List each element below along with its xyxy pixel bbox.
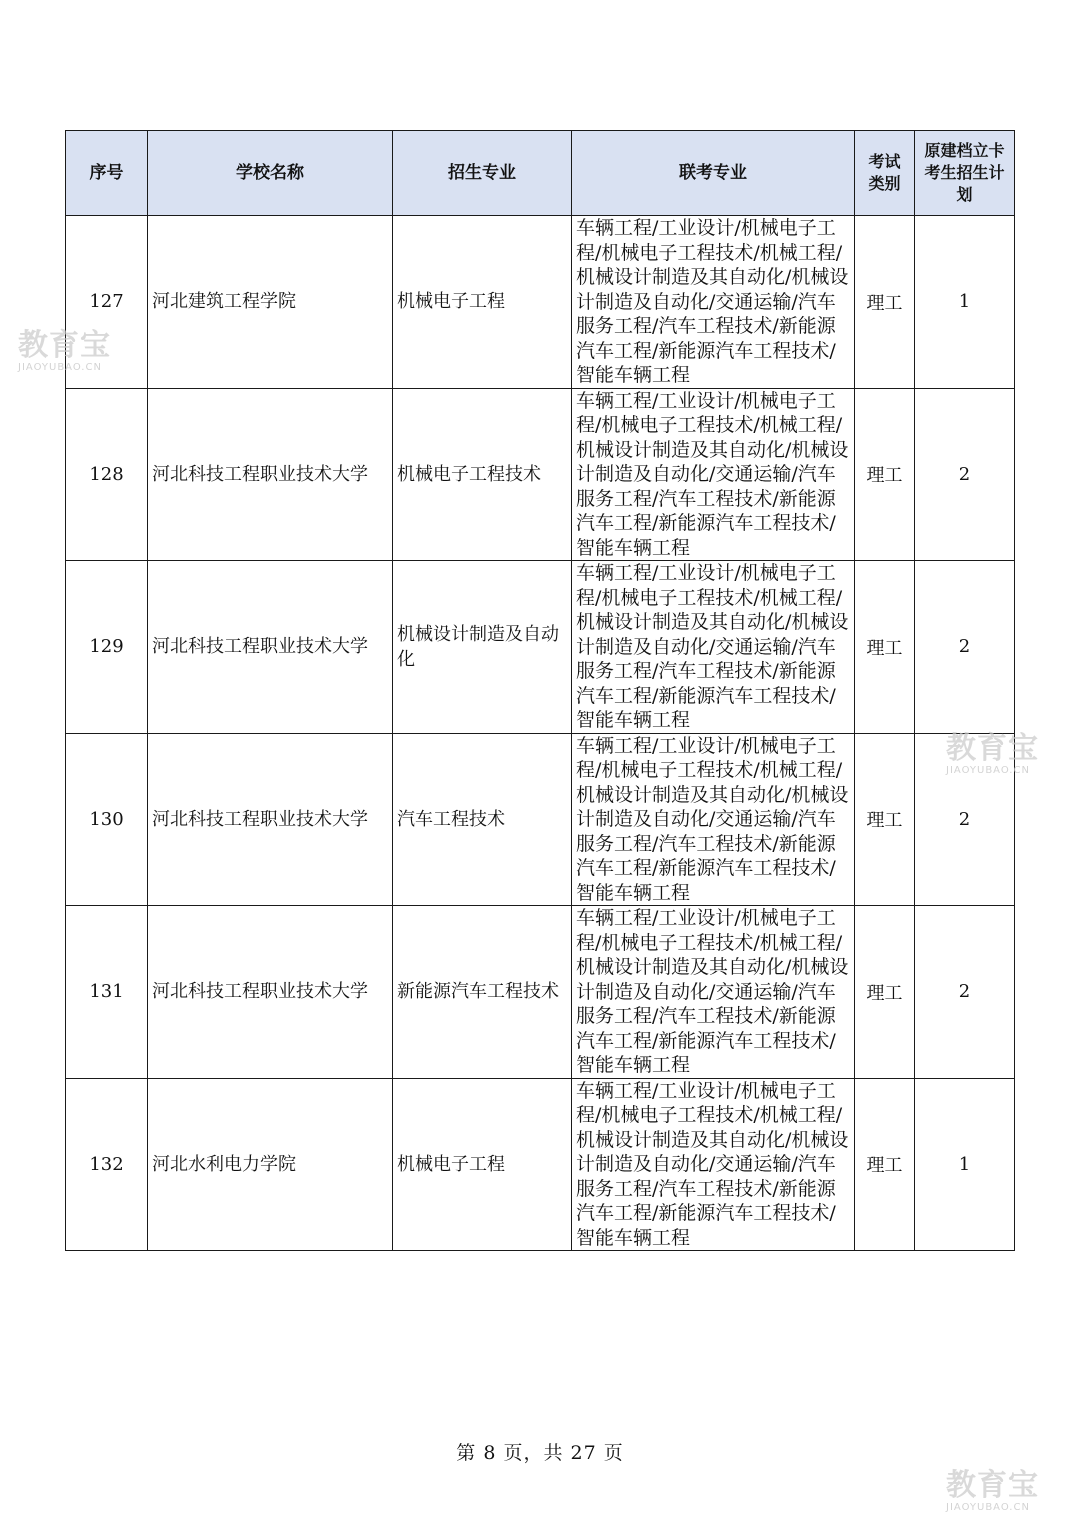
watermark-cn: 教育宝	[18, 328, 111, 363]
cell-major: 机械设计制造及自动化	[393, 561, 572, 734]
cell-major: 机械电子工程技术	[393, 388, 572, 561]
table-row	[66, 1078, 1015, 1251]
cell-no: 128	[66, 388, 148, 561]
cell-joint: 车辆工程/工业设计/机械电子工程/机械电子工程技术/机械工程/机械设计制造及其自动化/机械设计制造及自动化/交通运输/汽车服务工程/汽车工程技术/新能源汽车工程/新能源汽车工程技术/智能车辆工程	[572, 388, 855, 561]
watermark-en: JIAOYUBAO.CN	[946, 765, 1030, 776]
cell-major: 新能源汽车工程技术	[393, 906, 572, 1079]
cell-school: 河北科技工程职业技术大学	[148, 388, 393, 561]
cell-plan: 2	[915, 733, 1015, 906]
cell-plan: 2	[915, 561, 1015, 734]
cell-plan: 2	[915, 906, 1015, 1079]
watermark-en: JIAOYUBAO.CN	[946, 1502, 1030, 1513]
cell-type: 理工	[855, 561, 915, 734]
header-plan	[915, 131, 1015, 216]
table-header-row	[66, 131, 1015, 216]
cell-plan: 2	[915, 388, 1015, 561]
cell-type: 理工	[855, 733, 915, 906]
cell-joint: 车辆工程/工业设计/机械电子工程/机械电子工程技术/机械工程/机械设计制造及其自动化/机械设计制造及自动化/交通运输/汽车服务工程/汽车工程技术/新能源汽车工程/新能源汽车工程技术/智能车辆工程	[572, 216, 855, 389]
watermark-cn: 教育宝	[946, 731, 1039, 766]
table-row	[66, 733, 1015, 906]
cell-type: 理工	[855, 388, 915, 561]
cell-joint: 车辆工程/工业设计/机械电子工程/机械电子工程技术/机械工程/机械设计制造及其自动化/机械设计制造及自动化/交通运输/汽车服务工程/汽车工程技术/新能源汽车工程/新能源汽车工程技术/智能车辆工程	[572, 1078, 855, 1251]
header-no: 序号	[66, 131, 148, 216]
cell-school: 河北水利电力学院	[148, 1078, 393, 1251]
page-number: 第 8 页，共 27 页	[456, 1442, 624, 1464]
cell-type: 理工	[855, 216, 915, 389]
cell-type: 理工	[855, 1078, 915, 1251]
table-row	[66, 906, 1015, 1079]
table-row	[66, 561, 1015, 734]
header-type-line2: 类别	[868, 174, 901, 193]
admission-table	[65, 130, 1015, 1251]
cell-joint: 车辆工程/工业设计/机械电子工程/机械电子工程技术/机械工程/机械设计制造及其自动化/机械设计制造及自动化/交通运输/汽车服务工程/汽车工程技术/新能源汽车工程/新能源汽车工程技术/智能车辆工程	[572, 561, 855, 734]
cell-no: 132	[66, 1078, 148, 1251]
cell-joint: 车辆工程/工业设计/机械电子工程/机械电子工程技术/机械工程/机械设计制造及其自动化/机械设计制造及自动化/交通运输/汽车服务工程/汽车工程技术/新能源汽车工程/新能源汽车工程技术/智能车辆工程	[572, 906, 855, 1079]
table-row	[66, 388, 1015, 561]
table-row	[66, 216, 1015, 389]
watermark-en: JIAOYUBAO.CN	[18, 362, 102, 373]
cell-school: 河北科技工程职业技术大学	[148, 906, 393, 1079]
cell-school: 河北科技工程职业技术大学	[148, 733, 393, 906]
watermark-logo	[946, 1470, 1039, 1514]
cell-no: 131	[66, 906, 148, 1079]
header-major: 招生专业	[393, 131, 572, 216]
cell-no: 129	[66, 561, 148, 734]
header-plan-line2: 考生招生计	[924, 163, 1005, 182]
cell-no: 127	[66, 216, 148, 389]
header-type	[855, 131, 915, 216]
cell-plan: 1	[915, 216, 1015, 389]
cell-school: 河北科技工程职业技术大学	[148, 561, 393, 734]
cell-type: 理工	[855, 906, 915, 1079]
cell-major: 机械电子工程	[393, 1078, 572, 1251]
header-school: 学校名称	[148, 131, 393, 216]
cell-joint: 车辆工程/工业设计/机械电子工程/机械电子工程技术/机械工程/机械设计制造及其自动化/机械设计制造及自动化/交通运输/汽车服务工程/汽车工程技术/新能源汽车工程/新能源汽车工程技术/智能车辆工程	[572, 733, 855, 906]
cell-plan: 1	[915, 1078, 1015, 1251]
header-joint: 联考专业	[572, 131, 855, 216]
header-type-line1: 考试	[868, 152, 901, 171]
watermark-cn: 教育宝	[946, 1468, 1039, 1503]
cell-major: 机械电子工程	[393, 216, 572, 389]
header-plan-line3: 划	[956, 185, 973, 204]
cell-major: 汽车工程技术	[393, 733, 572, 906]
cell-school: 河北建筑工程学院	[148, 216, 393, 389]
cell-no: 130	[66, 733, 148, 906]
header-plan-line1: 原建档立卡	[924, 141, 1005, 160]
